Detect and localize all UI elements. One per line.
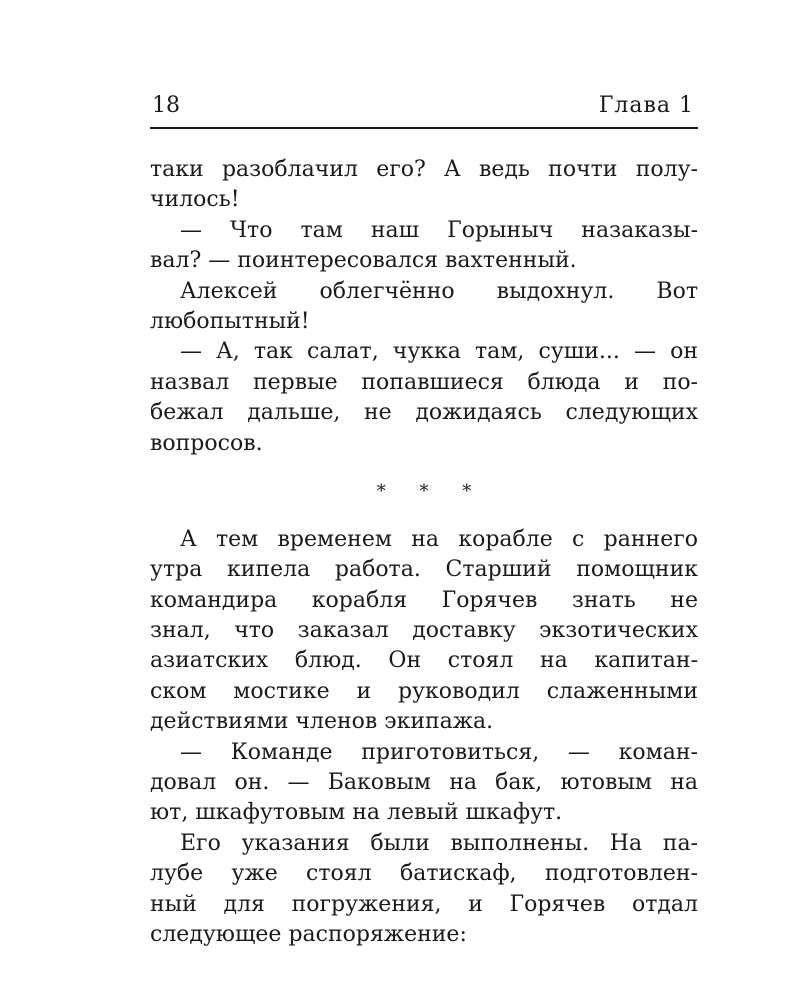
text-line: действиями членов экипажа. <box>150 709 494 735</box>
text-line: таки разоблачил его? А ведь почти полу- <box>150 157 698 182</box>
paragraph <box>150 525 698 738</box>
text-line: знал, что заказал доставку экзотических <box>150 618 698 644</box>
page-header <box>152 92 698 122</box>
text-line: азиатских блюд. Он стоял на капитан- <box>150 648 698 674</box>
text-line: чилось! <box>150 187 240 213</box>
paragraph <box>150 829 698 951</box>
text-line: утра кипела работа. Старший помощник <box>150 557 698 583</box>
text-line: назвал первые попавшиеся блюда и по- <box>150 369 698 395</box>
text-line: вал? — поинтересовался вахтенный. <box>150 248 577 274</box>
text-line: — Что там наш Горыныч назаказы- <box>180 217 698 243</box>
text-line: Его указания были выполнены. На па- <box>180 830 698 856</box>
text-line: бежал дальше, не дожидаясь следующих <box>150 400 698 426</box>
paragraph <box>150 216 698 277</box>
text-line: — А, так салат, чукка там, суши... — он <box>180 339 698 365</box>
header-rule <box>150 127 698 129</box>
text-line: командира корабля Горячев знать не <box>150 587 698 613</box>
text-line: А тем временем на корабле с раннего <box>180 526 698 552</box>
paragraph <box>150 155 698 216</box>
paragraph <box>150 738 698 829</box>
text-line: любопытный! <box>150 308 310 334</box>
paragraph <box>150 277 698 338</box>
page-number: 18 <box>152 93 180 118</box>
text-line: ный для погружения, и Горячев отдал <box>150 891 698 917</box>
text-line: Алексей облегчённо выдохнул. Вот <box>180 278 698 304</box>
text-line: вопросов. <box>150 430 263 456</box>
text-line: довал он. — Баковым на бак, ютовым на <box>150 770 698 796</box>
text-line: следующее распоряжение: <box>150 921 467 947</box>
page-body <box>150 155 698 950</box>
text-line: лубе уже стоял батискаф, подготовлен- <box>150 861 698 887</box>
text-line: — Команде приготовиться, — коман- <box>180 739 698 765</box>
section-separator: * * * <box>376 480 486 502</box>
text-line: ском мостике и руководил слаженными <box>150 678 698 704</box>
running-head: Глава 1 <box>598 93 694 118</box>
paragraph <box>150 337 698 459</box>
text-line: ют, шкафутовым на левый шкафут. <box>150 800 563 826</box>
